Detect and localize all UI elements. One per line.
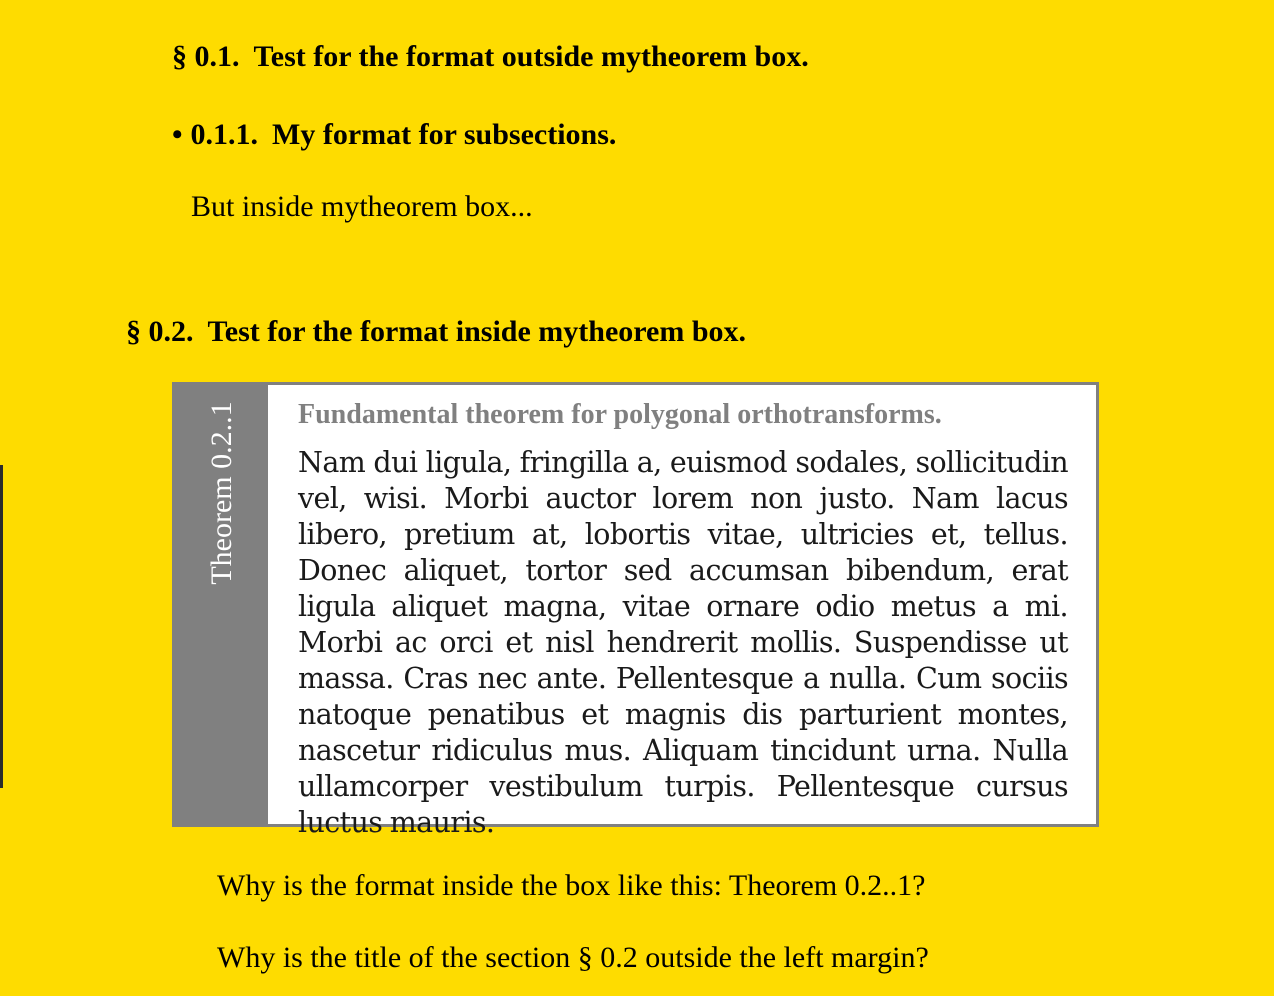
section-heading-0-1: [172, 40, 809, 74]
section-heading-0-2: [126, 315, 746, 349]
question-paragraph-1: Why is the format inside the box like this: Theorem 0.2..1?: [217, 869, 926, 902]
section-title: Test for the format outside mytheorem box.: [253, 40, 809, 73]
question-paragraph-2: Why is the title of the section § 0.2 outside the left margin?: [217, 941, 929, 974]
theorem-label: Theorem 0.2..1: [204, 401, 238, 585]
body-paragraph: But inside mytheorem box...: [191, 190, 533, 223]
subsection-heading-0-1-1: [172, 118, 616, 152]
section-number: § 0.1.: [172, 40, 240, 73]
theorem-title: Fundamental theorem for polygonal orthotransforms.: [298, 399, 942, 430]
subsection-title: My format for subsections.: [272, 118, 617, 151]
subsection-number: 0.1.1.: [190, 118, 259, 151]
theorem-label-bar: [175, 385, 268, 824]
section-title: Test for the format inside mytheorem box.: [207, 315, 747, 348]
window-edge: [0, 465, 3, 788]
theorem-content: [298, 399, 1068, 841]
theorem-box: [172, 382, 1099, 839]
bullet-icon: •: [172, 118, 183, 151]
section-number: § 0.2.: [126, 315, 194, 348]
theorem-body: Nam dui ligula, fringilla a, euismod sodales, sollicitudin vel, wisi. Morbi auctor lorem non justo. Nam lacus libero, pretium at, lobortis vitae, ultricies et, tellus. Donec aliquet, tortor sed accumsan bibendum, erat ligula aliquet magna, vitae ornare odio metus a mi. Morbi ac orci et nisl hendrerit mollis. Suspendisse ut massa. Cras nec ante. Pellentesque a nulla. Cum sociis natoque penatibus et magnis dis parturient montes, nascetur ridiculus mus. Aliquam tincidunt urna. Nulla ullamcorper vestibulum turpis. Pellentesque cursus luctus mauris.: [298, 446, 1068, 839]
